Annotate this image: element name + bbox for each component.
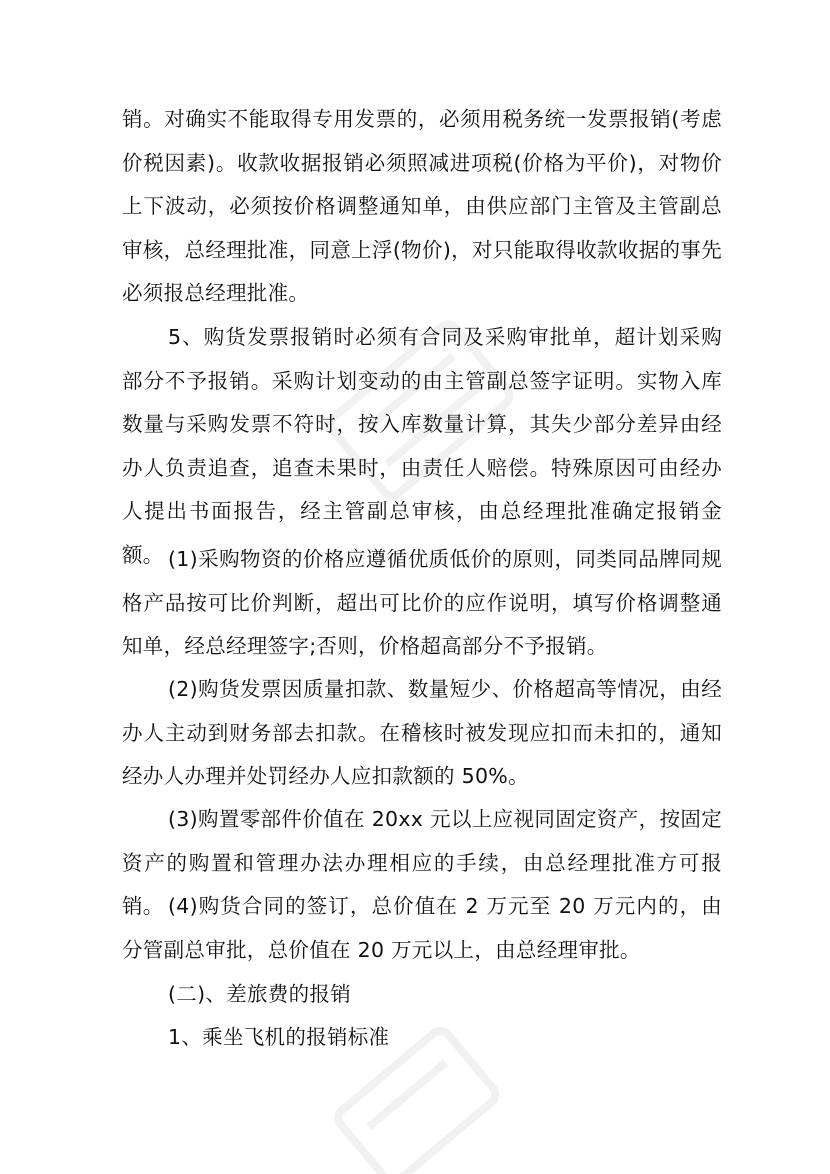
section-heading-travel-expenses: (二)、差旅费的报销 — [168, 982, 351, 1006]
paragraph-invoice-rules: 销。对确实不能取得专用发票的，必须用税务统一发票报销(考虑价税因素)。收款收据报销必须照减进项税(价格为平价)，对物价上下波动，必须按价格调整通知单，由供应部门主管及主管副总审核，总经理批准，同意上浮(物价)，对只能取得收款收据的事先必须报总经理批准。 — [122, 107, 722, 306]
paragraph-fixed-assets: (3)购置零部件价值在 20xx 元以上应视同固定资产，按固定资产的购置和管理办法办理相应的手续，由总经理批准方可报销。 — [122, 807, 722, 919]
paragraph-purchase-invoice: 5、购货发票报销时必须有合同及采购审批单，超计划采购部分不予报销。采购计划变动的由主管副总签字证明。实物入库数量与采购发票不符时，按入库数量计算，其失少部分差异由经办人负责追查，追查未果时，由责任人赔偿。特殊原因可由经办人提出书面报告，经主管副总审核，由总经理批准确定报销金额。 — [122, 325, 722, 567]
paragraph-deduction: (2)购货发票因质量扣款、数量短少、价格超高等情况，由经办人主动到财务部去扣款。在稽核时被发现应扣而未扣的，通知经办人办理并处罚经办人应扣款额的 50%。 — [122, 677, 722, 789]
paragraph-price-principle: (1)采购物资的价格应遵循优质低价的原则，同类同品牌同规格产品按可比价判断，超出可比价的应作说明，填写价格调整通知单，经总经理签字;否则，价格超高部分不予报销。 — [122, 547, 722, 659]
subsection-heading-flight-standard: 1、乘坐飞机的报销标准 — [168, 1025, 390, 1049]
paragraph-contract-approval: (4)购货合同的签订，总价值在 2 万元至 20 万元内的，由分管副总审批，总价值在 20 万元以上，由总经理审批。 — [122, 894, 722, 962]
